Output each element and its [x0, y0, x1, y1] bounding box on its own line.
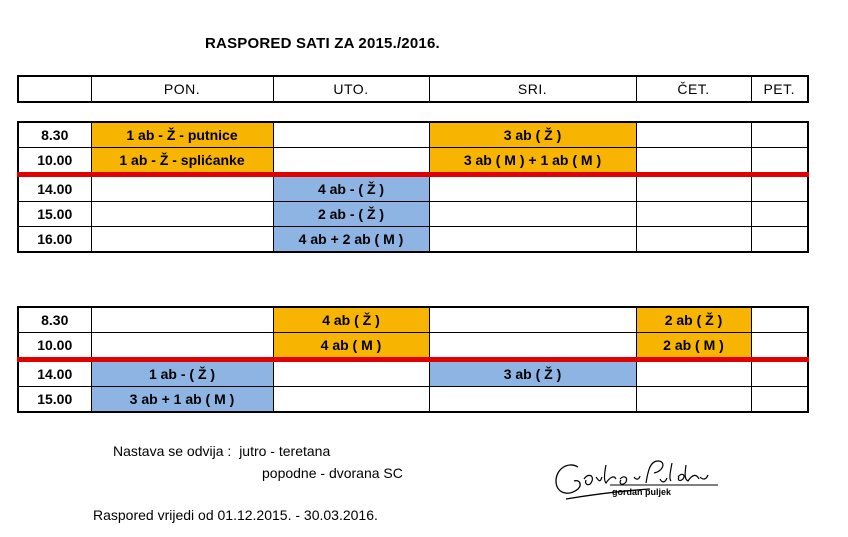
schedule-cell [751, 360, 808, 387]
page-title: RASPORED SATI ZA 2015./2016. [205, 35, 440, 52]
schedule-cell [636, 175, 751, 202]
schedule-cell: 4 ab - ( Ž ) [273, 175, 429, 202]
schedule-cell [751, 387, 808, 413]
schedule-cell: 2 ab - ( Ž ) [273, 202, 429, 227]
schedule-cell [636, 148, 751, 175]
schedule-cell [429, 227, 636, 253]
schedule-cell: 3 ab ( Ž ) [429, 122, 636, 148]
schedule-cell: 3 ab + 1 ab ( M ) [91, 387, 273, 413]
day-header-pon: PON. [91, 76, 273, 102]
table-row [18, 202, 808, 227]
schedule-cell [636, 360, 751, 387]
schedule-cell [751, 202, 808, 227]
time-cell: 10.00 [18, 333, 91, 360]
note-afternoon: popodne - dvorana SC [262, 465, 403, 481]
time-cell: 15.00 [18, 202, 91, 227]
note-label: Nastava se odvija : [113, 443, 232, 459]
schedule-cell [636, 387, 751, 413]
schedule-cell [751, 148, 808, 175]
signature-drawing [550, 455, 725, 505]
schedule-cell [751, 175, 808, 202]
note-location [113, 443, 330, 459]
time-cell: 10.00 [18, 148, 91, 175]
schedule-cell [91, 175, 273, 202]
day-header-sri: SRI. [429, 76, 636, 102]
schedule-cell [273, 122, 429, 148]
table-row [18, 122, 808, 148]
schedule-cell: 3 ab ( Ž ) [429, 360, 636, 387]
days-header-table [17, 75, 809, 103]
schedule-cell: 4 ab + 2 ab ( M ) [273, 227, 429, 253]
table-row [18, 333, 808, 360]
schedule-cell [273, 148, 429, 175]
signature [550, 455, 725, 510]
schedule-table-1 [17, 121, 809, 253]
schedule-cell [636, 122, 751, 148]
table-row [18, 360, 808, 387]
time-cell: 14.00 [18, 175, 91, 202]
schedule-cell [91, 202, 273, 227]
day-header-uto: UTO. [273, 76, 429, 102]
schedule-cell [273, 387, 429, 413]
schedule-cell: 2 ab ( Ž ) [636, 307, 751, 333]
schedule-cell [751, 122, 808, 148]
day-header-cet: ČET. [636, 76, 751, 102]
table-row [18, 307, 808, 333]
schedule-cell: 4 ab ( Ž ) [273, 307, 429, 333]
table-row [18, 227, 808, 253]
schedule-cell: 1 ab - ( Ž ) [91, 360, 273, 387]
note-morning: jutro - teretana [239, 443, 331, 459]
schedule-cell [751, 333, 808, 360]
schedule-cell [636, 202, 751, 227]
schedule-cell: 4 ab ( M ) [273, 333, 429, 360]
schedule-cell [429, 307, 636, 333]
schedule-cell [636, 227, 751, 253]
schedule-cell [273, 360, 429, 387]
header-corner [18, 76, 91, 102]
time-cell: 8.30 [18, 307, 91, 333]
schedule-cell: 1 ab - Ž - putnice [91, 122, 273, 148]
time-cell: 15.00 [18, 387, 91, 413]
schedule-table-2 [17, 306, 809, 413]
schedule-cell [429, 387, 636, 413]
table-row [18, 148, 808, 175]
schedule-cell: 1 ab - Ž - splićanke [91, 148, 273, 175]
table-row [18, 387, 808, 413]
signature-printed-name: gordan puljek [612, 487, 672, 497]
schedule-cell [429, 202, 636, 227]
time-cell: 8.30 [18, 122, 91, 148]
schedule-cell: 3 ab ( M ) + 1 ab ( M ) [429, 148, 636, 175]
schedule-cell [429, 175, 636, 202]
table-row [18, 175, 808, 202]
schedule-cell [429, 333, 636, 360]
time-cell: 16.00 [18, 227, 91, 253]
schedule-cell [91, 307, 273, 333]
note-validity: Raspored vrijedi od 01.12.2015. - 30.03.2016. [93, 507, 378, 523]
days-header-row [18, 76, 808, 102]
schedule-cell: 2 ab ( M ) [636, 333, 751, 360]
schedule-cell [91, 227, 273, 253]
day-header-pet: PET. [751, 76, 808, 102]
schedule-cell [91, 333, 273, 360]
schedule-cell [751, 307, 808, 333]
time-cell: 14.00 [18, 360, 91, 387]
schedule-cell [751, 227, 808, 253]
